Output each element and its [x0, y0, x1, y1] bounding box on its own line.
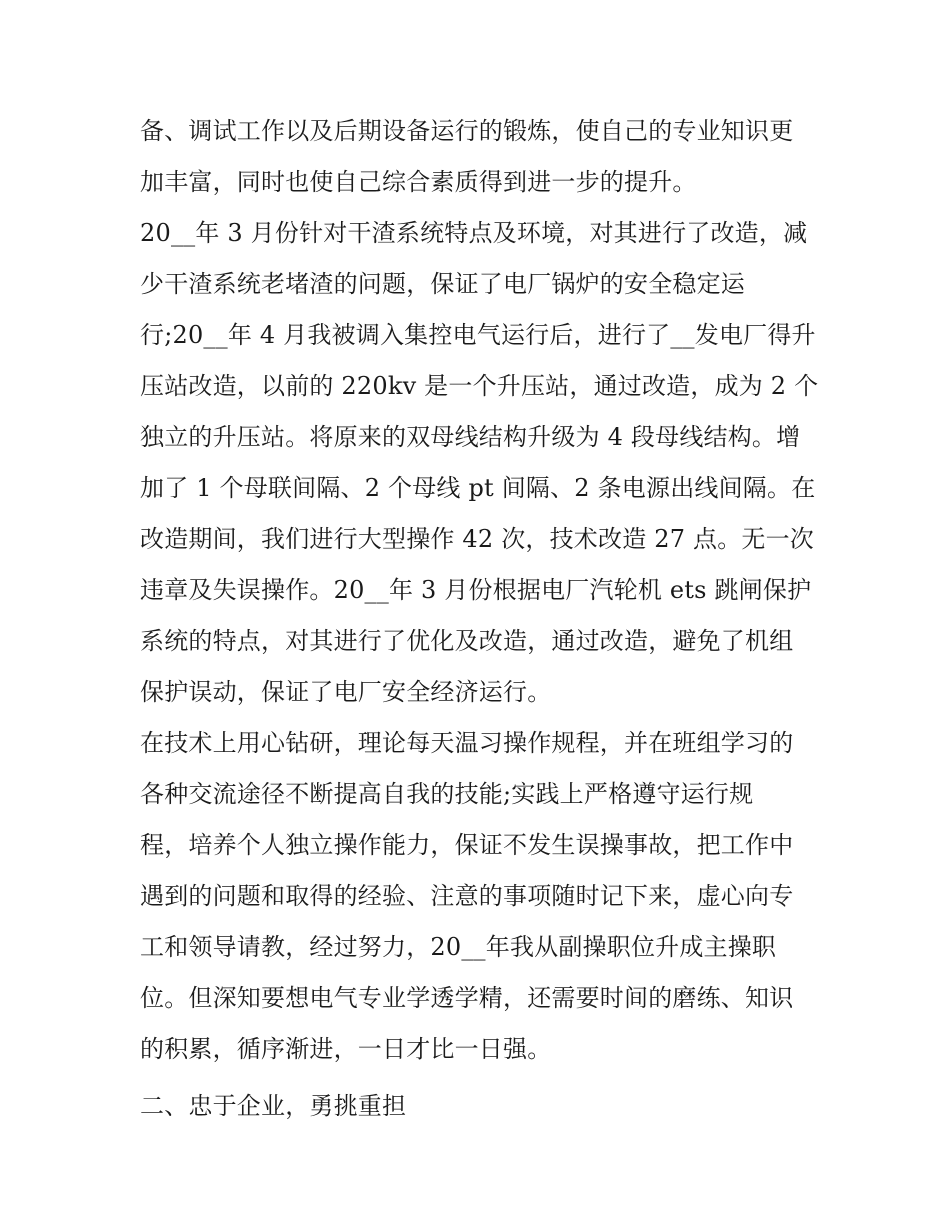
text-line: 加丰富，同时也使自己综合素质得到进一步的提升。: [140, 168, 697, 196]
document-body: [140, 106, 820, 1132]
text-line: 位。但深知要想电气专业学透学精，还需要时间的磨练、知识: [140, 984, 794, 1012]
text-line: 的积累，循序渐进，一日才比一日强。: [140, 1035, 552, 1063]
text-line: 系统的特点，对其进行了优化及改造，通过改造，避免了机组: [140, 627, 794, 655]
text-line: 在技术上用心钻研，理论每天温习操作规程，并在班组学习的: [140, 729, 794, 757]
section-heading: 二、忠于企业，勇挑重担: [140, 1092, 407, 1120]
text-line: 工和领导请教，经过努力，20__年我从副操职位升成主操职: [140, 933, 777, 961]
text-line: 少干渣系统老堵渣的问题，保证了电厂锅炉的安全稳定运: [140, 270, 745, 298]
text-line: 程，培养个人独立操作能力，保证不发生误操事故，把工作中: [140, 831, 794, 859]
text-line: 20__年 3 月份针对干渣系统特点及环境，对其进行了改造，减: [140, 219, 808, 247]
text-line: 遇到的问题和取得的经验、注意的事项随时记下来，虚心向专: [140, 882, 794, 910]
text-line: 行;20__年 4 月我被调入集控电气运行后，进行了__发电厂得升: [140, 321, 816, 349]
text-line: 独立的升压站。将原来的双母线结构升级为 4 段母线结构。增: [140, 423, 801, 451]
text-line: 备、调试工作以及后期设备运行的锻炼，使自己的专业知识更: [140, 117, 794, 145]
text-line: 各种交流途径不断提高自我的技能;实践上严格遵守运行规: [140, 780, 754, 808]
text-line: 违章及失误操作。20__年 3 月份根据电厂汽轮机 ets 跳闸保护: [140, 576, 812, 604]
text-line: 保护误动，保证了电厂安全经济运行。: [140, 678, 552, 706]
text-line: 压站改造，以前的 220kv 是一个升压站，通过改造，成为 2 个: [140, 372, 819, 400]
text-line: 加了 1 个母联间隔、2 个母线 pt 间隔、2 条电源出线间隔。在: [140, 474, 816, 502]
text-line: 改造期间，我们进行大型操作 42 次，技术改造 27 点。无一次: [140, 525, 814, 553]
